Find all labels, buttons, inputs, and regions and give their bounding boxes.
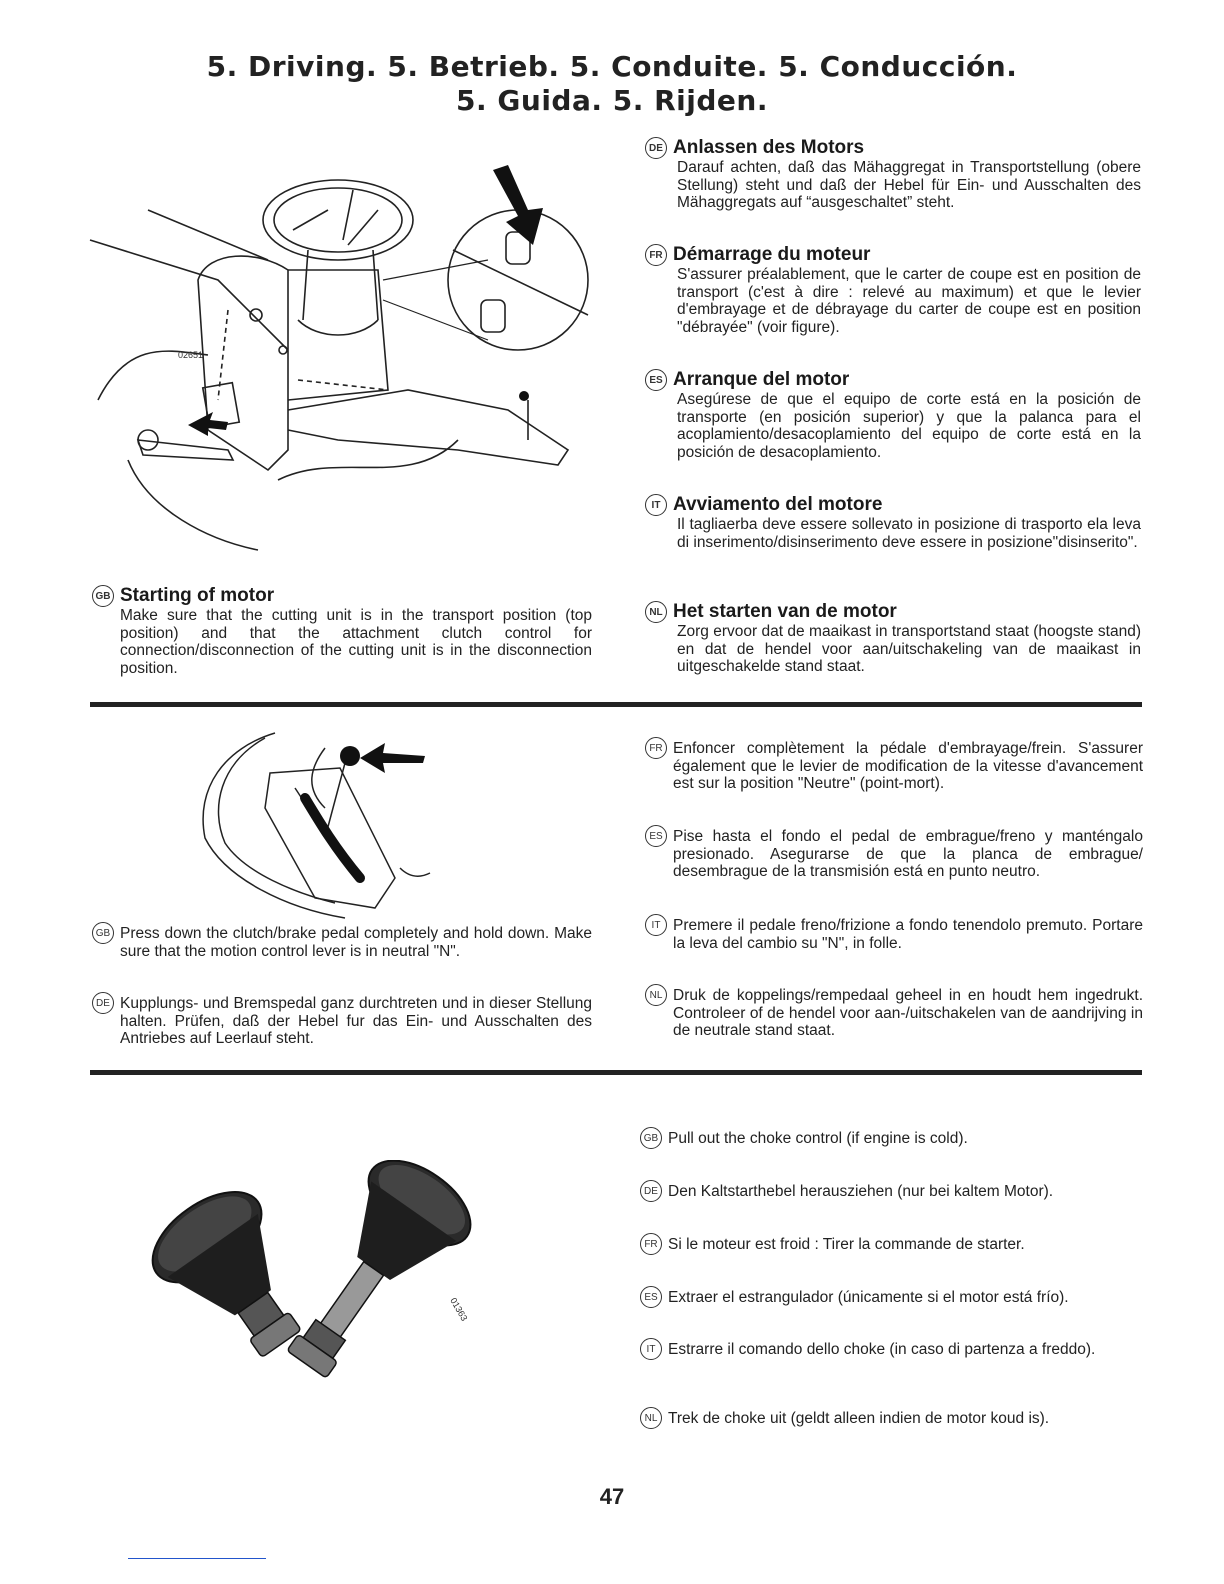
badge-de: DE xyxy=(645,137,667,159)
badge-es: ES xyxy=(645,369,667,391)
section3-nl xyxy=(640,1410,1142,1429)
section1-it xyxy=(645,494,1141,551)
section2-es-text: Pise hasta el fondo el pedal de embrague/freno y manténgalo presionado. Asegurarse de que la planca de embrague/ desembrague de la transmisión está en punto neutro. xyxy=(673,828,1143,880)
page-title-line1: 5. Driving. 5. Betrieb. 5. Conduite. 5. Conducción. xyxy=(206,50,1018,83)
section1-gb-title: GB Starting of motor xyxy=(92,585,592,607)
badge-gb: GB xyxy=(92,585,114,607)
section2-it xyxy=(645,917,1143,952)
section1-nl xyxy=(645,601,1141,676)
badge-it: IT xyxy=(645,914,667,936)
section2-fr-text: Enfoncer complètement la pédale d'embrayage/frein. S'assurer également que le levier de modification de la vitesse d'avancement est sur la position "Neutre" (point-mort). xyxy=(673,740,1143,792)
badge-nl: NL xyxy=(645,601,667,623)
section2-gb-text: Press down the clutch/brake pedal completely and hold down. Make sure that the motion control lever is in neutral "N". xyxy=(120,925,592,960)
section1-it-title: IT Avviamento del motore xyxy=(645,494,1141,516)
section3-fr xyxy=(640,1236,1142,1255)
section1-de xyxy=(645,137,1141,212)
section3-gb xyxy=(640,1130,1142,1149)
section1-it-text: Il tagliaerba deve essere sollevato in posizione di trasporto ela leva di inserimento/disinserimento deve essere in posizione"disinserito". xyxy=(677,516,1141,551)
badge-nl: NL xyxy=(645,984,667,1006)
section2-fr xyxy=(645,740,1143,793)
section2-nl xyxy=(645,987,1143,1040)
section1-gb xyxy=(92,585,592,677)
motion-control-lever-illustration xyxy=(185,728,445,923)
divider xyxy=(90,702,1142,707)
badge-fr: FR xyxy=(640,1233,662,1255)
badge-de: DE xyxy=(640,1180,662,1202)
section3-es-text: Extraer el estrangulador (únicamente si el motor está frío). xyxy=(668,1289,1069,1306)
page-number: 47 xyxy=(599,1484,625,1509)
section1-de-title: DE Anlassen des Motors xyxy=(645,137,1141,159)
section2-de xyxy=(92,995,592,1048)
section3-de-text: Den Kaltstarthebel herausziehen (nur bei kaltem Motor). xyxy=(668,1183,1054,1200)
section2-de-text: Kupplungs- und Bremspedal ganz durchtreten und in dieser Stellung halten. Prüfen, daß der Hebel fur das Ein- und Ausschalten des Antriebes auf Leerlauf steht. xyxy=(120,995,592,1047)
section3-de xyxy=(640,1183,1142,1202)
section1-de-text: Darauf achten, daß das Mähaggregat in Transportstellung (obere Stellung) steht und daß der Hebel für Ein- und Ausschalten des Mähaggregats auf “ausgeschaltet” steht. xyxy=(677,159,1141,212)
section3-it xyxy=(640,1341,1142,1360)
section1-es-title: ES Arranque del motor xyxy=(645,369,1141,391)
section2-nl-text: Druk de koppelings/rempedaal geheel in en houdt hem ingedrukt. Controleer of de hendel voor aan-/uitschakelen van de aandrijving in de neutrale stand staat. xyxy=(673,987,1143,1039)
section1-fr-title: FR Démarrage du moteur xyxy=(645,244,1141,266)
section3-fr-text: Si le moteur est froid : Tirer la commande de starter. xyxy=(668,1236,1025,1253)
badge-fr: FR xyxy=(645,737,667,759)
section2-gb xyxy=(92,925,592,960)
badge-gb: GB xyxy=(640,1127,662,1149)
badge-it: IT xyxy=(645,494,667,516)
badge-de: DE xyxy=(92,992,114,1014)
badge-it: IT xyxy=(640,1338,662,1360)
section1-fr-text: S'assurer préalablement, que le carter de coupe est en position de transport (c'est à dire : relevé au maximum) et que le levier d'embrayage et de débrayage du carter de coupe est en position "débrayée" (voir figure). xyxy=(677,266,1141,336)
section1-fr xyxy=(645,244,1141,336)
badge-gb: GB xyxy=(92,922,114,944)
section2-it-text: Premere il pedale freno/frizione a fondo tenendolo premuto. Portare la leva del cambio su "N", in folle. xyxy=(673,917,1143,952)
badge-es: ES xyxy=(640,1286,662,1308)
badge-fr: FR xyxy=(645,244,667,266)
figure-code: 02651 xyxy=(178,350,204,360)
badge-nl: NL xyxy=(640,1407,662,1429)
section1-nl-text: Zorg ervoor dat de maaikast in transportstand staat (hoogste stand) en dat de hendel voor aan/uitschakeling van de maaikast in uitgeschakelde stand staat. xyxy=(677,623,1141,676)
section3-es xyxy=(640,1289,1142,1308)
section2-es xyxy=(645,828,1143,881)
choke-knobs-illustration xyxy=(150,1160,530,1400)
section3-it-text: Estrarre il comando dello choke (in caso di partenza a freddo). xyxy=(668,1341,1096,1358)
badge-es: ES xyxy=(645,825,667,847)
section1-es xyxy=(645,369,1141,461)
section1-gb-text: Make sure that the cutting unit is in the transport position (top position) and that the attachment clutch control for connection/disconnection of the cutting unit is in the disconnection position. xyxy=(120,607,592,677)
section3-gb-text: Pull out the choke control (if engine is cold). xyxy=(668,1130,968,1147)
section1-es-text: Asegúrese de que el equipo de corte está en la posición de transporte (en posición superior) y que la palanca para el acoplamiento/desacoplamiento del equipo de corte está en la posición de desacoplamiento. xyxy=(677,391,1141,461)
tractor-dashboard-illustration xyxy=(88,150,608,570)
footer-line xyxy=(128,1558,266,1559)
divider xyxy=(90,1070,1142,1075)
page-title-line2: 5. Guida. 5. Rijden. xyxy=(456,84,768,117)
figure-code: 01363 xyxy=(448,1296,470,1323)
section1-nl-title: NL Het starten van de motor xyxy=(645,601,1141,623)
section3-nl-text: Trek de choke uit (geldt alleen indien de motor koud is). xyxy=(668,1410,1050,1427)
